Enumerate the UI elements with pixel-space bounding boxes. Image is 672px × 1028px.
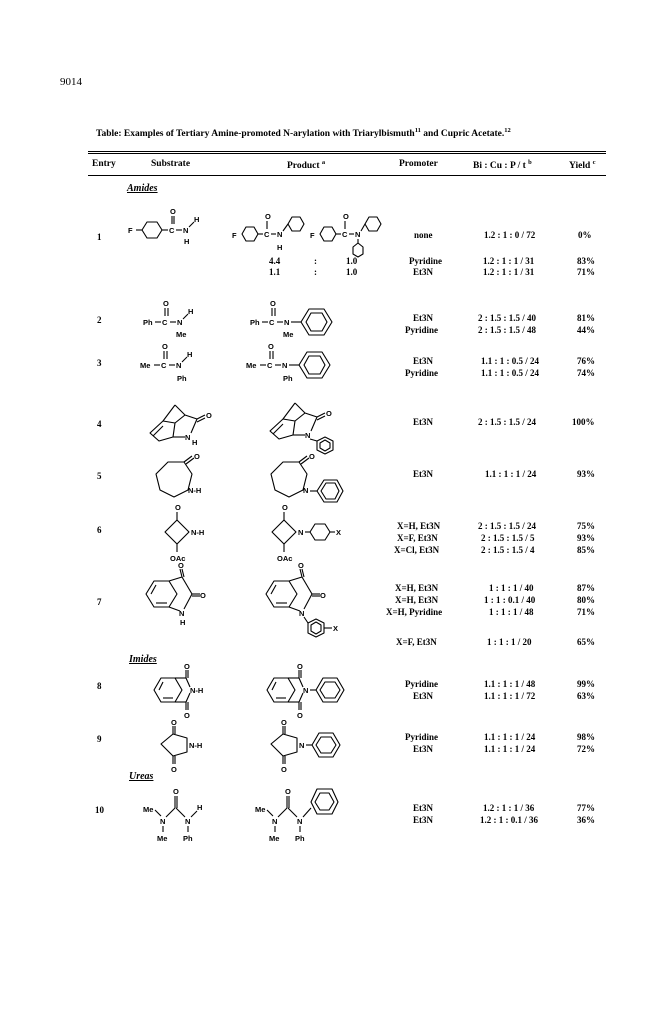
yield-cell: 81% bbox=[577, 313, 595, 323]
svg-text:Me: Me bbox=[176, 330, 187, 339]
svg-text:O: O bbox=[270, 299, 276, 308]
structure-n-phenylcaprolactam bbox=[263, 452, 358, 507]
svg-text:N: N bbox=[183, 226, 189, 235]
ratio-cell: 2 : 1.5 : 1.5 / 24 bbox=[478, 417, 536, 427]
ratio-cell: 1 : 1 : 1 / 48 bbox=[489, 607, 534, 617]
promoter-cell: Et3N bbox=[413, 815, 433, 825]
header-ratio bbox=[473, 159, 532, 171]
promoter-cell: Pyridine bbox=[405, 732, 438, 742]
svg-text:O: O bbox=[184, 711, 190, 720]
svg-text:Ph: Ph bbox=[283, 374, 293, 383]
svg-text:N-H: N-H bbox=[190, 686, 204, 695]
structure-4-fluorobenzamide bbox=[128, 200, 208, 245]
promoter-cell: Et3N bbox=[413, 469, 433, 479]
section-ureas: Ureas bbox=[129, 771, 154, 782]
svg-text:N: N bbox=[297, 817, 303, 826]
svg-text:H: H bbox=[197, 803, 203, 812]
svg-text:N: N bbox=[284, 318, 290, 327]
svg-text:N-H: N-H bbox=[189, 741, 203, 750]
svg-text:N: N bbox=[305, 431, 311, 440]
svg-text:O: O bbox=[281, 718, 287, 727]
promoter-cell: X=H, Pyridine bbox=[386, 607, 443, 617]
svg-text:N-H: N-H bbox=[191, 528, 205, 537]
svg-text:O: O bbox=[175, 503, 181, 512]
promoter-cell: X=F, Et3N bbox=[397, 533, 438, 543]
ratio-cell: 2 : 1.5 : 1.5 / 40 bbox=[478, 313, 536, 323]
ratio-cell: 2 : 1.5 : 1.5 / 48 bbox=[478, 325, 536, 335]
svg-text:N: N bbox=[176, 361, 182, 370]
svg-text:C: C bbox=[161, 361, 167, 370]
ratio-cell: 1.1 : 1 : 1 / 72 bbox=[484, 691, 536, 701]
yield-cell: 65% bbox=[577, 637, 595, 647]
yield-cell: 93% bbox=[577, 469, 595, 479]
svg-text:O: O bbox=[184, 662, 190, 671]
product-ratio-sep: : bbox=[314, 256, 317, 266]
svg-text:Me: Me bbox=[157, 834, 168, 843]
svg-text:H: H bbox=[277, 243, 283, 252]
svg-text:C: C bbox=[267, 361, 273, 370]
ratio-cell: 1 : 1 : 1 / 40 bbox=[489, 583, 534, 593]
entry-number: 2 bbox=[97, 315, 102, 325]
svg-text:N: N bbox=[179, 609, 185, 618]
yield-cell: 98% bbox=[577, 732, 595, 742]
promoter-cell: Pyridine bbox=[405, 325, 438, 335]
ratio-cell: 1 : 1 : 0.1 / 40 bbox=[484, 595, 536, 605]
svg-text:F: F bbox=[232, 231, 237, 240]
svg-text:O: O bbox=[200, 591, 206, 600]
header-yield-label: Yield bbox=[569, 161, 591, 172]
svg-text:H: H bbox=[187, 350, 193, 359]
svg-text:O: O bbox=[320, 591, 326, 600]
svg-text:Ph: Ph bbox=[143, 318, 153, 327]
svg-text:Me: Me bbox=[283, 330, 294, 339]
ratio-cell: 1.2 : 1 : 0.1 / 36 bbox=[480, 815, 538, 825]
yield-cell: 85% bbox=[577, 545, 595, 555]
promoter-cell: Et3N bbox=[413, 691, 433, 701]
svg-text:O: O bbox=[309, 452, 315, 461]
promoter-cell: X=H, Et3N bbox=[395, 583, 439, 593]
caption-ref-12: 12 bbox=[504, 127, 511, 134]
svg-text:Ph: Ph bbox=[250, 318, 260, 327]
entry-number: 4 bbox=[97, 419, 102, 429]
svg-text:X: X bbox=[336, 528, 342, 537]
yield-cell: 87% bbox=[577, 583, 595, 593]
svg-text:O: O bbox=[298, 561, 304, 570]
svg-text:O: O bbox=[171, 765, 177, 774]
svg-text:O: O bbox=[178, 561, 184, 570]
svg-text:H: H bbox=[184, 237, 190, 246]
header-substrate: Substrate bbox=[151, 159, 191, 169]
structure-4-acetoxyazetidinone bbox=[155, 502, 215, 564]
svg-text:C: C bbox=[269, 318, 275, 327]
svg-text:Ph: Ph bbox=[177, 374, 187, 383]
promoter-cell: Et3N bbox=[413, 356, 433, 366]
svg-text:C: C bbox=[169, 226, 175, 235]
ratio-cell: 1.2 : 1 : 0 / 72 bbox=[484, 230, 536, 240]
structure-bicyclic-lactam bbox=[145, 393, 220, 453]
svg-text:N: N bbox=[298, 528, 304, 537]
entry-number: 6 bbox=[97, 525, 102, 535]
svg-text:N: N bbox=[272, 817, 278, 826]
ratio-cell: 1.1 : 1 : 1 / 24 bbox=[485, 469, 537, 479]
svg-text:C: C bbox=[162, 318, 168, 327]
product-ratio-a: 1.1 bbox=[269, 267, 281, 277]
svg-text:Me: Me bbox=[246, 361, 257, 370]
structure-n-aryl-isatin bbox=[262, 561, 362, 648]
svg-text:O: O bbox=[343, 212, 349, 221]
svg-text:H: H bbox=[194, 215, 200, 224]
promoter-cell: X=H, Et3N bbox=[397, 521, 441, 531]
yield-cell: 80% bbox=[577, 595, 595, 605]
structure-caprolactam bbox=[148, 452, 218, 502]
promoter-cell: Pyridine bbox=[405, 679, 438, 689]
svg-text:H: H bbox=[180, 618, 186, 627]
svg-text:N-H: N-H bbox=[188, 486, 202, 495]
section-imides: Imides bbox=[129, 654, 157, 665]
product-ratio-b: 1.0 bbox=[346, 256, 358, 266]
promoter-cell: Pyridine bbox=[409, 256, 442, 266]
promoter-cell: Et3N bbox=[413, 313, 433, 323]
entry-number: 3 bbox=[97, 358, 102, 368]
svg-text:O: O bbox=[265, 212, 271, 221]
svg-text:O: O bbox=[268, 342, 274, 351]
ratio-cell: 1.1 : 1 : 1 / 24 bbox=[484, 732, 536, 742]
ratio-cell: 2 : 1.5 : 1.5 / 5 bbox=[481, 533, 535, 543]
structure-trisubstituted-urea bbox=[143, 784, 218, 844]
svg-text:N: N bbox=[303, 486, 309, 495]
ratio-cell: 1.1 : 1 : 1 / 24 bbox=[484, 744, 536, 754]
svg-text:Ph: Ph bbox=[183, 834, 193, 843]
yield-cell: 74% bbox=[577, 368, 595, 378]
structure-isatin bbox=[142, 561, 222, 627]
promoter-cell: Et3N bbox=[413, 417, 433, 427]
svg-text:O: O bbox=[285, 787, 291, 796]
promoter-cell: Et3N bbox=[413, 744, 433, 754]
svg-text:O: O bbox=[194, 452, 200, 461]
product-ratio-b: 1.0 bbox=[346, 267, 358, 277]
header-product-label: Product bbox=[287, 161, 320, 172]
yield-cell: 75% bbox=[577, 521, 595, 531]
header-promoter: Promoter bbox=[399, 159, 438, 169]
promoter-cell: X=F, Et3N bbox=[396, 637, 437, 647]
svg-text:N: N bbox=[185, 433, 191, 442]
structure-succinimide bbox=[153, 720, 218, 775]
top-rule bbox=[88, 151, 606, 152]
yield-cell: 63% bbox=[577, 691, 595, 701]
promoter-cell: none bbox=[414, 230, 433, 240]
entry-number: 9 bbox=[97, 734, 102, 744]
header-ratio-label: Bi : Cu : P / t bbox=[473, 161, 526, 172]
caption-text-middle: and Cupric Acetate. bbox=[420, 129, 505, 140]
svg-text:N: N bbox=[299, 741, 305, 750]
structure-n-phenylsuccinimide bbox=[263, 720, 353, 775]
svg-text:O: O bbox=[282, 503, 288, 512]
yield-cell: 72% bbox=[577, 744, 595, 754]
structure-phthalimide bbox=[150, 662, 220, 720]
entry-number: 10 bbox=[95, 805, 104, 815]
structure-n-phenyl-bicyclic-lactam bbox=[265, 393, 355, 455]
ratio-cell: 1.2 : 1 : 1 / 31 bbox=[483, 267, 535, 277]
promoter-cell: X=H, Et3N bbox=[395, 595, 439, 605]
promoter-cell: Pyridine bbox=[405, 368, 438, 378]
yield-cell: 0% bbox=[578, 230, 592, 240]
svg-text:N: N bbox=[177, 318, 183, 327]
ratio-cell: 2 : 1.5 : 1.5 / 24 bbox=[478, 521, 536, 531]
svg-text:O: O bbox=[281, 765, 287, 774]
product-ratio-a: 4.4 bbox=[269, 256, 281, 266]
svg-text:H: H bbox=[192, 438, 198, 447]
svg-text:N: N bbox=[185, 817, 191, 826]
svg-text:F: F bbox=[128, 226, 133, 235]
svg-text:Me: Me bbox=[143, 805, 154, 814]
yield-cell: 71% bbox=[577, 607, 595, 617]
structure-tetrasubstituted-urea bbox=[255, 778, 355, 844]
entry-number: 1 bbox=[97, 232, 102, 242]
structure-n-aryl-azetidinone bbox=[262, 502, 362, 564]
svg-text:Ph: Ph bbox=[295, 834, 305, 843]
svg-text:N: N bbox=[355, 230, 361, 239]
svg-text:O: O bbox=[326, 409, 332, 418]
structure-n-phenylacetamide bbox=[140, 335, 205, 387]
svg-text:N: N bbox=[303, 686, 309, 695]
table-caption bbox=[96, 127, 511, 139]
top-rule-double bbox=[88, 153, 606, 154]
svg-text:O: O bbox=[162, 342, 168, 351]
structure-n-phenyl-n-phenylacetamide bbox=[246, 335, 361, 387]
section-amides: Amides bbox=[127, 183, 158, 194]
yield-cell: 76% bbox=[577, 356, 595, 366]
svg-text:C: C bbox=[342, 230, 348, 239]
yield-cell: 93% bbox=[577, 533, 595, 543]
ratio-cell: 1.2 : 1 : 1 / 31 bbox=[483, 256, 535, 266]
page-number: 9014 bbox=[60, 76, 82, 88]
header-product bbox=[287, 159, 325, 171]
entry-number: 8 bbox=[97, 681, 102, 691]
svg-text:X: X bbox=[333, 624, 339, 633]
svg-text:Me: Me bbox=[140, 361, 151, 370]
ratio-cell: 1.1 : 1 : 1 / 48 bbox=[484, 679, 536, 689]
svg-text:H: H bbox=[188, 307, 194, 316]
promoter-cell: Et3N bbox=[413, 803, 433, 813]
caption-ref-11: 11 bbox=[414, 127, 421, 134]
ratio-cell: 1.1 : 1 : 0.5 / 24 bbox=[481, 368, 539, 378]
yield-cell: 71% bbox=[577, 267, 595, 277]
yield-cell: 100% bbox=[572, 417, 595, 427]
header-yield-note: c bbox=[592, 159, 596, 166]
yield-cell: 36% bbox=[577, 815, 595, 825]
svg-text:Me: Me bbox=[255, 805, 266, 814]
svg-text:N: N bbox=[282, 361, 288, 370]
svg-text:N: N bbox=[277, 230, 283, 239]
svg-text:OAc: OAc bbox=[277, 554, 293, 563]
ratio-cell: 2 : 1.5 : 1.5 / 4 bbox=[481, 545, 535, 555]
header-yield bbox=[569, 159, 596, 171]
svg-text:N: N bbox=[160, 817, 166, 826]
svg-text:O: O bbox=[171, 718, 177, 727]
svg-text:O: O bbox=[297, 711, 303, 720]
header-entry: Entry bbox=[92, 159, 116, 169]
structure-mono-and-di-arylated-products bbox=[232, 200, 402, 255]
product-ratio-sep: : bbox=[314, 267, 317, 277]
svg-text:O: O bbox=[163, 299, 169, 308]
svg-text:O: O bbox=[173, 787, 179, 796]
structure-n-phenylphthalimide bbox=[263, 662, 358, 720]
caption-text: Table: Examples of Tertiary Amine-promoted N-arylation with Triarylbismuth bbox=[96, 129, 415, 140]
svg-text:O: O bbox=[297, 662, 303, 671]
yield-cell: 99% bbox=[577, 679, 595, 689]
entry-number: 7 bbox=[97, 597, 102, 607]
svg-text:OAc: OAc bbox=[170, 554, 186, 563]
svg-text:F: F bbox=[310, 231, 315, 240]
svg-text:Me: Me bbox=[269, 834, 280, 843]
svg-text:C: C bbox=[264, 230, 270, 239]
header-ratio-note: b bbox=[528, 159, 532, 166]
yield-cell: 44% bbox=[577, 325, 595, 335]
entry-number: 5 bbox=[97, 471, 102, 481]
ratio-cell: 1 : 1 : 1 / 20 bbox=[487, 637, 532, 647]
promoter-cell: X=Cl, Et3N bbox=[394, 545, 440, 555]
svg-text:N: N bbox=[299, 609, 305, 618]
header-product-note: a bbox=[321, 159, 326, 166]
promoter-cell: Et3N bbox=[413, 267, 433, 277]
ratio-cell: 1.2 : 1 : 1 / 36 bbox=[483, 803, 535, 813]
yield-cell: 83% bbox=[577, 256, 595, 266]
ratio-cell: 1.1 : 1 : 0.5 / 24 bbox=[481, 356, 539, 366]
yield-cell: 77% bbox=[577, 803, 595, 813]
svg-text:O: O bbox=[206, 411, 212, 420]
header-rule bbox=[88, 175, 606, 176]
svg-text:O: O bbox=[170, 207, 176, 216]
